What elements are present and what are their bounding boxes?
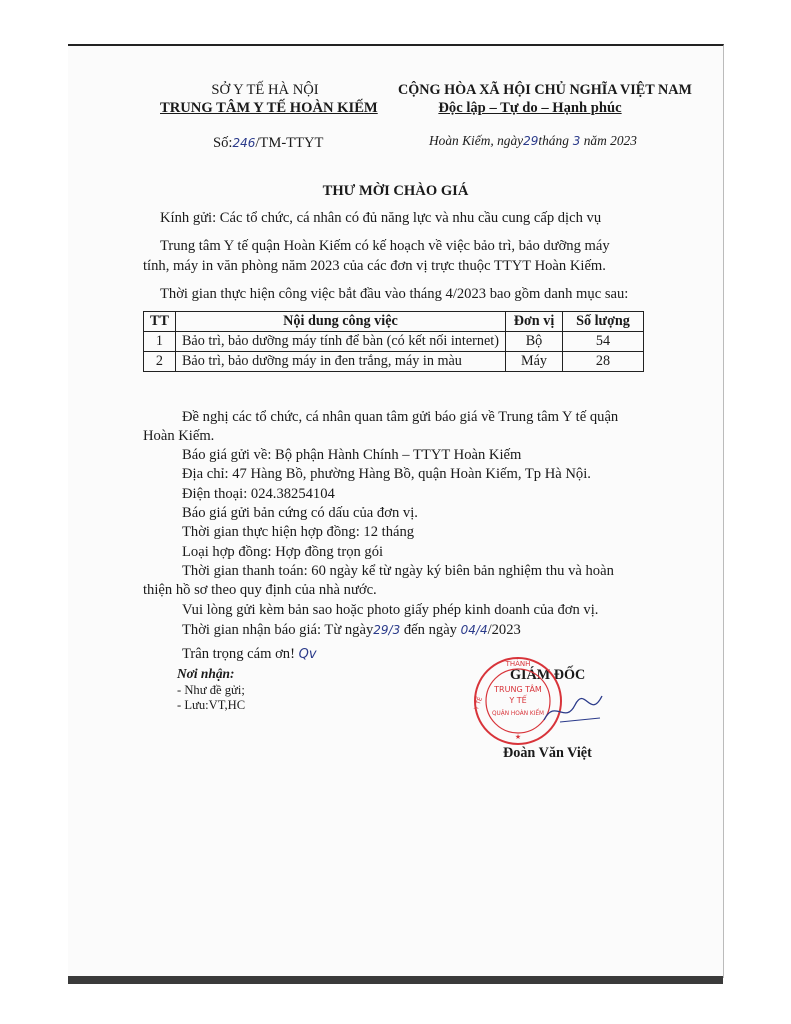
- row-unit: Bộ: [506, 332, 563, 352]
- contract-duration: Thời gian thực hiện hợp đồng: 12 tháng: [182, 524, 415, 540]
- table-header-row: [144, 312, 644, 332]
- dept-name: SỞ Y TẾ HÀ NỘI: [211, 82, 319, 98]
- receive-period: Thời gian nhận báo giá: Từ ngày29/3 đến ngày 04/4/2023: [182, 622, 521, 638]
- send-to: Báo giá gửi về: Bộ phận Hành Chính – TTYT Hoàn Kiếm: [182, 447, 522, 463]
- recipient-item: - Như đề gửi;: [177, 683, 245, 697]
- row-qty: 54: [563, 332, 644, 352]
- contract-type: Loại hợp đồng: Hợp đồng trọn gói: [182, 544, 384, 560]
- license-note: Vui lòng gửi kèm bản sao hoặc photo giấy phép kinh doanh của đơn vị.: [182, 602, 599, 618]
- request-line-1: Đề nghị các tổ chức, cá nhân quan tâm gửi báo giá về Trung tâm Y tế quận: [182, 409, 619, 425]
- work-items-table: [143, 311, 644, 372]
- country-name: CỘNG HÒA XÃ HỘI CHỦ NGHĨA VIỆT NAM: [398, 82, 692, 98]
- payment-line-1: Thời gian thanh toán: 60 ngày kể từ ngày ký biên bản nghiệm thu và hoàn: [182, 563, 614, 579]
- stamp-center-2: Y TẾ: [509, 696, 527, 705]
- col-header-tt: TT: [144, 312, 176, 332]
- signer-title: GIÁM ĐỐC: [510, 667, 586, 683]
- row-tt: 1: [144, 332, 176, 352]
- col-header-content: Nội dung công việc: [175, 312, 505, 332]
- scan-edge-bar: [68, 976, 723, 984]
- recipient-item: - Lưu:VT,HC: [177, 698, 246, 712]
- greeting: Kính gửi: Các tổ chức, cá nhân có đủ năng lực và nhu cầu cung cấp dịch vụ: [160, 210, 602, 226]
- signature-scribble-icon: [540, 690, 610, 730]
- row-tt: 2: [144, 352, 176, 372]
- motto: Độc lập – Tự do – Hạnh phúc: [438, 100, 622, 116]
- row-qty: 28: [563, 352, 644, 372]
- col-header-qty: Số lượng: [563, 312, 644, 332]
- row-content: Bảo trì, bảo dưỡng máy tính để bàn (có kết nối internet): [175, 332, 505, 352]
- table-row: [144, 332, 644, 352]
- address: Địa chỉ: 47 Hàng Bồ, phường Hàng Bồ, quận Hoàn Kiếm, Tp Hà Nội.: [182, 466, 591, 482]
- document-number: Số:246/TM-TTYT: [213, 135, 324, 151]
- document-title: THƯ MỜI CHÀO GIÁ: [322, 183, 469, 199]
- row-unit: Máy: [506, 352, 563, 372]
- col-header-unit: Đơn vị: [506, 312, 563, 332]
- stamp-center-3: QUẬN HOÀN KIẾM: [491, 711, 545, 717]
- table-row: [144, 352, 644, 372]
- stamp-center-1: TRUNG TÂM: [494, 685, 542, 694]
- recipients-label: Nơi nhận:: [177, 666, 235, 681]
- initials-mark: Qv: [298, 647, 317, 662]
- signer-name: Đoàn Văn Việt: [503, 745, 592, 761]
- document-date: Hoàn Kiếm, ngày29tháng 3 năm 2023: [429, 133, 637, 148]
- center-name: TRUNG TÂM Y TẾ HOÀN KIẾM: [160, 100, 378, 116]
- phone: Điện thoại: 024.38254104: [182, 486, 335, 502]
- request-line-2: Hoàn Kiếm.: [143, 428, 215, 444]
- payment-line-2: thiện hồ sơ theo quy định của nhà nước.: [143, 582, 377, 598]
- schedule-text: Thời gian thực hiện công việc bắt đầu vào tháng 4/2023 bao gồm danh mục sau:: [160, 286, 629, 302]
- stamp-ring-top: THÀNH: [505, 660, 531, 668]
- svg-text:★: ★: [514, 733, 522, 741]
- row-content: Bảo trì, bảo dưỡng máy in đen trắng, máy in màu: [175, 352, 505, 372]
- intro-line-1: Trung tâm Y tế quận Hoàn Kiếm có kế hoạch về việc bảo trì, bảo dưỡng máy: [160, 238, 610, 254]
- hardcopy-note: Báo giá gửi bản cứng có dấu của đơn vị.: [182, 505, 418, 521]
- closing-thanks: Trân trọng cám ơn! Qv: [182, 646, 317, 662]
- stamp-ring-left: Y TẾ: [473, 696, 485, 711]
- intro-line-2: tính, máy in văn phòng năm 2023 của các đơn vị trực thuộc TTYT Hoàn Kiếm.: [143, 258, 606, 274]
